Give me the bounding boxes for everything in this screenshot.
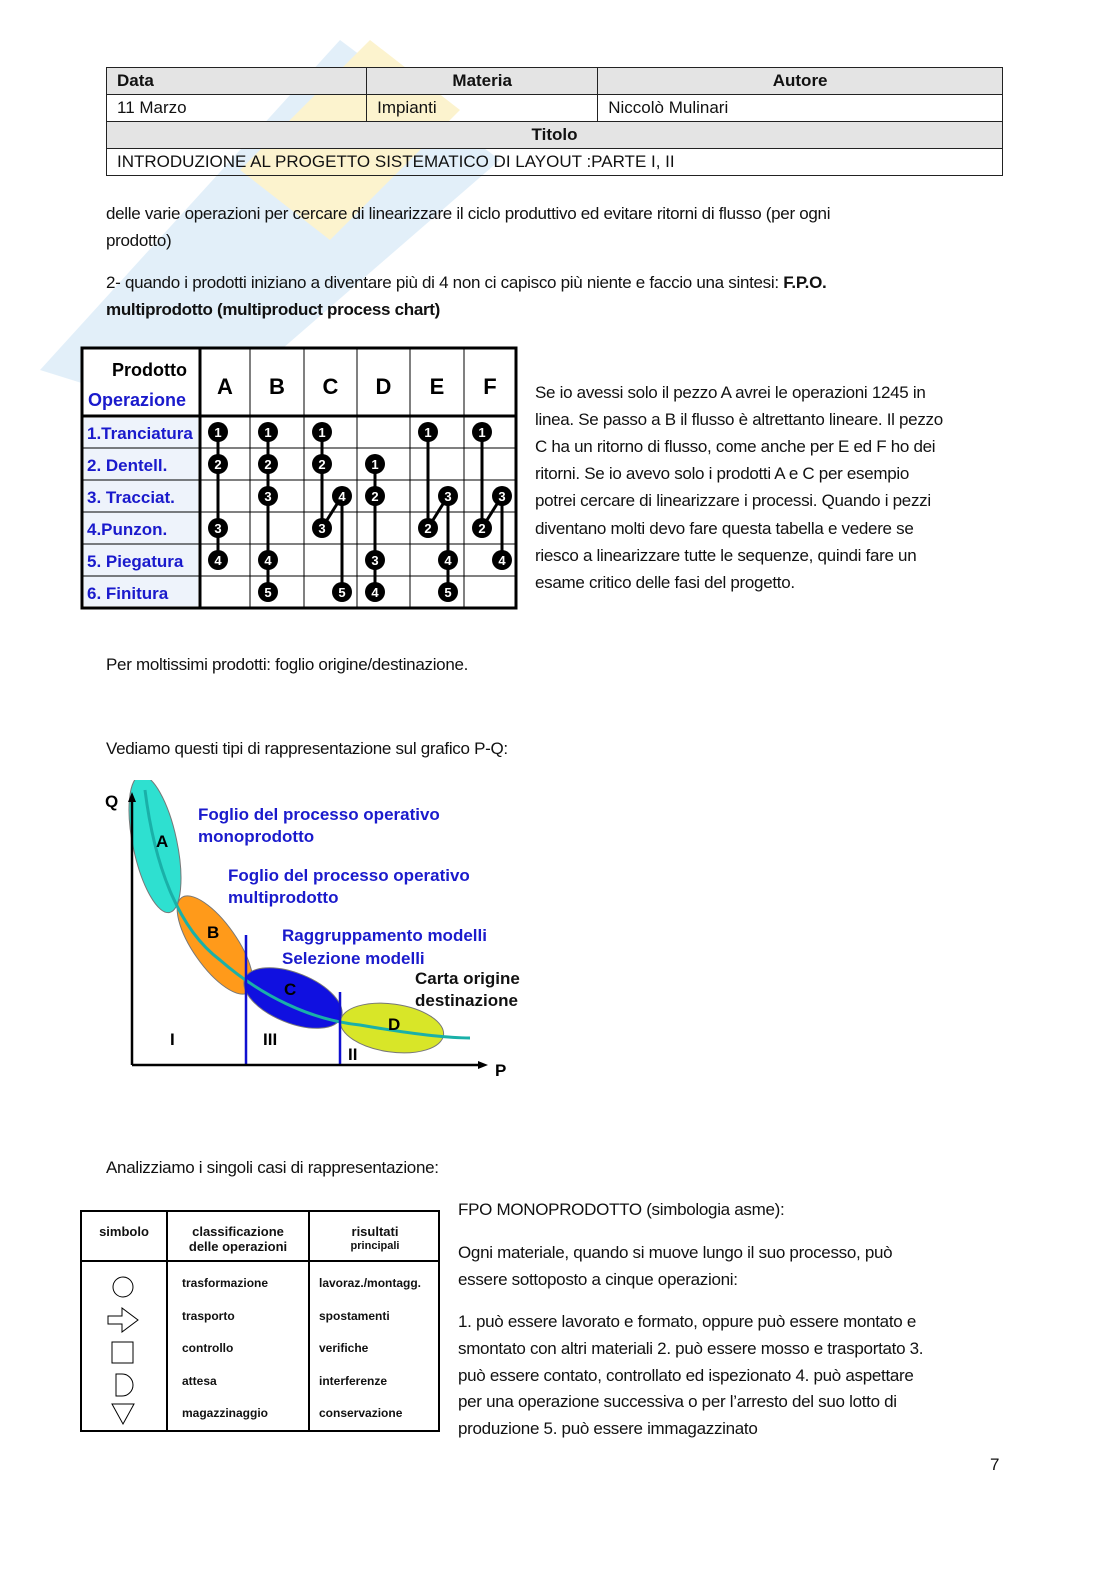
step-number: 2 bbox=[424, 521, 432, 536]
header-text: principali bbox=[350, 1240, 400, 1252]
paragraph-line: Se io avessi solo il pezzo A avrei le operazioni 1245 in bbox=[535, 383, 926, 402]
asme-symbol-table bbox=[80, 1210, 440, 1432]
x-axis-label: P bbox=[495, 1061, 507, 1080]
corner-operazione: Operazione bbox=[88, 390, 187, 410]
paragraph-line: diventano molti devo fare questa tabella e vedere se bbox=[535, 518, 914, 538]
step-number: 3 bbox=[371, 553, 379, 568]
step-number: 3 bbox=[264, 489, 272, 504]
step-number: 2 bbox=[478, 521, 486, 536]
symbol-column bbox=[102, 1272, 152, 1432]
step-number: 4 bbox=[498, 553, 506, 568]
paragraph-line: linea. Se passo a B il flusso è altrettanto lineare. Il pezzo bbox=[535, 410, 943, 430]
symbol-op: trasformazione bbox=[182, 1276, 269, 1290]
symbol-res: conservazione bbox=[319, 1406, 403, 1420]
y-axis-label: Q bbox=[105, 792, 119, 811]
symbol-op: magazzinaggio bbox=[182, 1406, 269, 1420]
header-materia-value: Impianti bbox=[367, 95, 598, 122]
region-label: II bbox=[348, 1045, 358, 1064]
zone-label: A bbox=[156, 832, 169, 851]
step-number: 4 bbox=[444, 553, 452, 568]
step-number: 2 bbox=[318, 457, 326, 472]
paragraph-line: multiprodotto (multiproduct process chart) bbox=[106, 300, 441, 319]
label-raggruppamento: Selezione modelli bbox=[282, 949, 425, 968]
d-shape-icon bbox=[116, 1374, 133, 1396]
symbol-op: trasporto bbox=[182, 1308, 235, 1323]
step-number: 4 bbox=[214, 553, 222, 568]
arrow-icon bbox=[108, 1308, 138, 1332]
label-raggruppamento: Raggruppamento modelli bbox=[282, 926, 487, 945]
col-header-classificazione bbox=[168, 1224, 308, 1254]
paragraph-line: Vediamo questi tipi di rappresentazione sul grafico P-Q: bbox=[106, 739, 508, 758]
header-text: delle operazioni bbox=[188, 1239, 288, 1254]
paragraph-line: Per moltissimi prodotti: foglio origine/destinazione. bbox=[106, 655, 469, 674]
operation-label: 1.Tranciatura bbox=[87, 424, 193, 443]
paragraph-text: 2- quando i prodotti iniziano a diventare più di 4 non ci capisco più niente e faccio una sintesi: bbox=[106, 273, 784, 292]
product-header: A bbox=[217, 374, 233, 399]
header-titolo-value: INTRODUZIONE AL PROGETTO SISTEMATICO DI LAYOUT :PARTE I, II bbox=[107, 149, 1003, 176]
paragraph-line bbox=[106, 273, 826, 293]
step-number: 3 bbox=[444, 489, 452, 504]
paragraph-line: esame critico delle fasi del progetto. bbox=[535, 572, 795, 592]
operation-label: 6. Finitura bbox=[87, 584, 169, 603]
operation-label: 4.Punzon. bbox=[87, 520, 168, 539]
step-number: 4 bbox=[371, 585, 379, 600]
header-titolo-label: Titolo bbox=[107, 122, 1003, 149]
step-number: 2 bbox=[371, 489, 379, 504]
step-number: 1 bbox=[318, 425, 326, 440]
step-number: 3 bbox=[318, 521, 326, 536]
step-number: 1 bbox=[214, 425, 222, 440]
header-autore-label: Autore bbox=[598, 68, 1003, 95]
symbol-res: lavoraz./montagg. bbox=[319, 1276, 422, 1290]
circle-icon bbox=[113, 1277, 133, 1297]
product-header: B bbox=[269, 374, 285, 399]
zone-label: D bbox=[388, 1015, 401, 1034]
paragraph-line: C ha un ritorno di flusso, come anche per E ed F ho dei bbox=[535, 437, 936, 457]
step-number: 1 bbox=[478, 425, 486, 440]
paragraph-line: per una operazione successiva o per l’arresto del suo lotto di bbox=[458, 1392, 897, 1412]
step-number: 4 bbox=[264, 553, 272, 568]
page-number: 7 bbox=[990, 1455, 1000, 1474]
step-number: 5 bbox=[264, 585, 272, 600]
paragraph-line: delle varie operazioni per cercare di linearizzare il ciclo produttivo ed evitare ritorni di flusso (per ogni bbox=[106, 204, 831, 223]
symbol-res: interferenze bbox=[319, 1373, 388, 1388]
triangle-down-icon bbox=[112, 1404, 134, 1424]
step-number: 5 bbox=[444, 585, 452, 600]
step-number: 2 bbox=[214, 457, 222, 472]
paragraph-line: Analizziamo i singoli casi di rappresentazione: bbox=[106, 1158, 439, 1177]
corner-prodotto: Prodotto bbox=[112, 360, 187, 380]
paragraph-line: produzione 5. può essere immagazzinato bbox=[458, 1419, 758, 1439]
paragraph-line: Ogni materiale, quando si muove lungo il suo processo, può bbox=[458, 1243, 893, 1262]
symbol-res: spostamenti bbox=[319, 1308, 390, 1323]
paragraph-line: ritorni. Se io avevo solo i prodotti A e C per esempio bbox=[535, 464, 910, 484]
symbol-res: verifiche bbox=[319, 1341, 369, 1355]
header-text: classificazione bbox=[192, 1224, 284, 1239]
paragraph-line: essere sottoposto a cinque operazioni: bbox=[458, 1270, 738, 1289]
label-monoprodotto: Foglio del processo operativo bbox=[198, 805, 440, 824]
pq-graph bbox=[100, 780, 540, 1080]
zone-label: C bbox=[284, 980, 297, 999]
product-header: F bbox=[483, 374, 497, 399]
paragraph-line: FPO MONOPRODOTTO (simbologia asme): bbox=[458, 1200, 785, 1219]
operation-label: 5. Piegatura bbox=[87, 552, 184, 571]
product-header: C bbox=[322, 374, 339, 399]
x-axis-arrow-icon bbox=[478, 1061, 488, 1069]
label-monoprodotto: monoprodotto bbox=[198, 827, 315, 846]
region-label: I bbox=[170, 1030, 175, 1049]
step-number: 4 bbox=[338, 489, 346, 504]
step-number: 1 bbox=[264, 425, 272, 440]
step-number: 3 bbox=[214, 521, 222, 536]
product-header: E bbox=[429, 374, 445, 399]
header-materia-label: Materia bbox=[367, 68, 598, 95]
paragraph-bold: F.P.O. bbox=[783, 273, 827, 292]
header-data-value: 11 Marzo bbox=[107, 95, 367, 122]
header-data-label: Data bbox=[107, 68, 367, 95]
square-icon bbox=[112, 1342, 133, 1363]
paragraph-line: potrei cercare di linearizzare i processi. Quando i pezzi bbox=[535, 491, 931, 511]
header-autore-value: Niccolò Mulinari bbox=[598, 95, 1003, 122]
region-label: III bbox=[263, 1030, 278, 1049]
col-header-simbolo: simbolo bbox=[99, 1224, 149, 1239]
operation-label: 2. Dentell. bbox=[87, 456, 168, 475]
operation-label: 3. Tracciat. bbox=[87, 488, 175, 507]
product-header: D bbox=[375, 374, 392, 399]
col-header-risultati bbox=[310, 1224, 440, 1254]
symbol-op: controllo bbox=[182, 1341, 234, 1355]
paragraph-line: prodotto) bbox=[106, 231, 172, 250]
step-number: 1 bbox=[424, 425, 432, 440]
step-number: 3 bbox=[498, 489, 506, 504]
zone-label: B bbox=[207, 923, 220, 942]
process-chart bbox=[80, 346, 520, 611]
paragraph-line: smontato con altri materiali 2. può essere mosso e trasportato 3. bbox=[458, 1338, 924, 1358]
label-carta-origine: destinazione bbox=[415, 991, 518, 1010]
step-number: 2 bbox=[264, 457, 272, 472]
symbol-op: attesa bbox=[182, 1373, 217, 1388]
header-text: risultati bbox=[351, 1224, 399, 1239]
paragraph-line: può essere contato, controllato ed ispezionato 4. può aspettare bbox=[458, 1365, 914, 1385]
step-number: 5 bbox=[338, 585, 346, 600]
paragraph-line: riesco a linearizzare tutte le sequenze, quindi fare un bbox=[535, 545, 917, 565]
step-number: 1 bbox=[371, 457, 379, 472]
paragraph-line: 1. può essere lavorato e formato, oppure può essere montato e bbox=[458, 1312, 916, 1331]
label-multiprodotto: multiprodotto bbox=[228, 888, 339, 907]
label-carta-origine: Carta origine bbox=[415, 969, 520, 988]
header-table bbox=[106, 67, 1003, 176]
label-multiprodotto: Foglio del processo operativo bbox=[228, 866, 470, 885]
